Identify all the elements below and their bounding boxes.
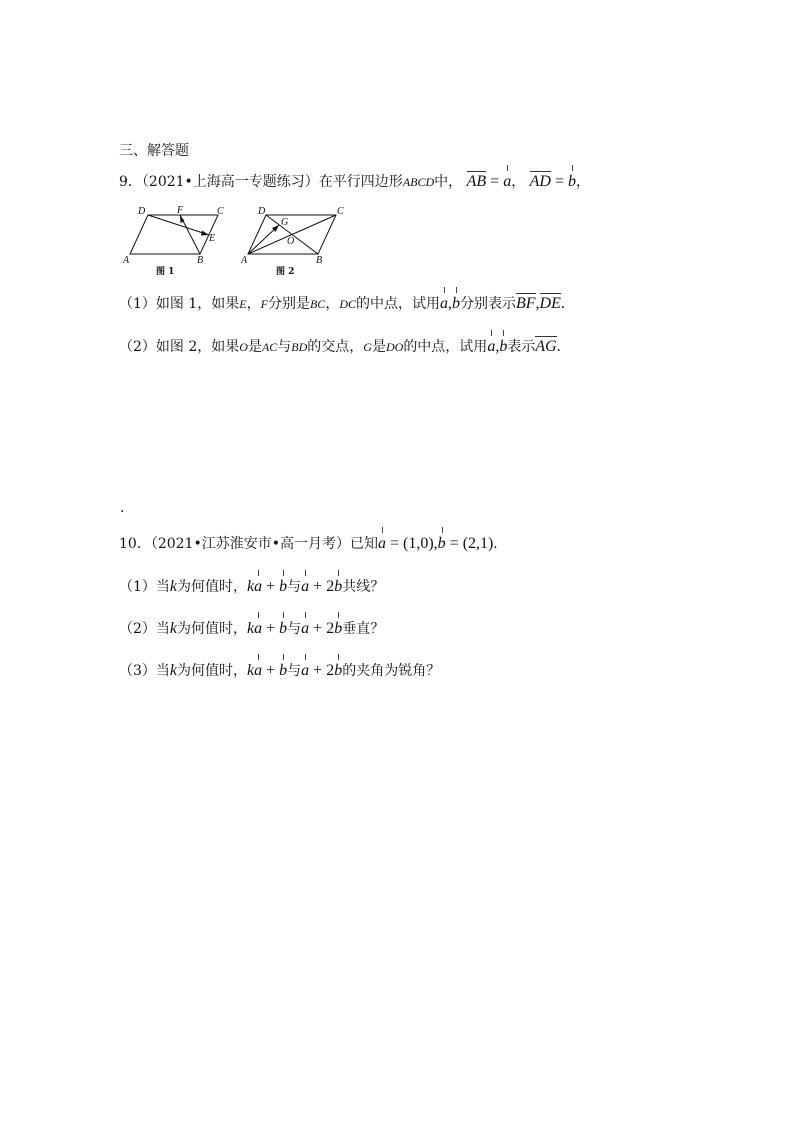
q9-part-2-text: 是 [247,339,262,355]
q10-part-text: 为何值时， [177,663,248,679]
fig1-caption: 图 1 [156,267,175,277]
vector-b: b [279,578,288,595]
q10-number: 10． [119,536,151,552]
q10-part-text: 当 [155,621,170,637]
variable-k: k [169,662,178,679]
vector-b: b [279,620,288,637]
q9-part-2-text: 如图 2，如果 [155,339,240,355]
q10-part-text: 当 [155,663,170,679]
vector-b: b [437,535,446,552]
q10-part-3 [119,661,440,681]
segment-bc: BC [309,297,326,311]
vector-a: a [377,535,386,552]
q9-part-1-text: ， [325,296,340,312]
q9-part-2-period: . [556,338,561,355]
q9-part-2-text: 与 [277,339,292,355]
q10-part-number: （1） [119,579,156,595]
vector-a: a [439,295,448,312]
vector-ad: AD [529,173,551,190]
fig2-label-c: C [337,206,344,217]
q9-stem: 9．（2021•上海高一专题练习）在平行四边形ABCD中， AB = a， AD = b， [119,173,590,190]
fig2-diagonal-bd [266,215,318,254]
q10-part-text: 的夹角为锐角？ [342,663,441,679]
q9-source: （2021•上海高一专题练习） [141,174,319,190]
plus-sign: + [262,620,280,637]
fig2-label-o: O [287,236,295,247]
fig1-label-c: C [217,206,224,217]
variable-k: k [169,620,178,637]
fig1-label-b: B [197,255,204,266]
vector-b: b [334,662,343,679]
fig1-arrow-e [201,231,209,236]
vector-a: a [487,338,496,355]
q10-part-text: 当 [155,579,170,595]
fig2-label-g: G [281,217,289,228]
q9-part-2-text: 是 [371,339,386,355]
point-f: F [260,297,268,311]
plus-two: + 2 [309,620,335,637]
variable-k: k [247,662,255,679]
fig1-label-f: F [177,205,184,216]
point-g: G [363,340,372,354]
vector-a: a [301,662,310,679]
q9-part-1-text: 分别是 [267,296,310,312]
q10-part-text: 与 [287,579,302,595]
q9-part-1-comma-2: , [535,295,540,312]
q10-part-text: 为何值时， [177,579,248,595]
vector-de: DE [539,295,561,312]
plus-two: + 2 [309,578,335,595]
fig1-label-d: D [138,206,146,217]
q10-value-b: = (2,1) [445,535,494,552]
vector-a: a [254,578,263,595]
vector-bf: BF [515,295,536,312]
fig1-label-a: A [123,255,130,266]
q9-part-1-text: 分别表示 [459,296,516,312]
q9-part-2 [119,337,561,357]
vector-ab: AB [466,173,487,190]
q9-sep-1: ， [511,174,526,190]
point-o: O [239,340,248,354]
vector-b: b [451,295,460,312]
q10-period: . [493,535,498,552]
q9-part-2-number: （2） [119,339,156,355]
vector-b: b [499,338,508,355]
q9-shape-name: ABCD [402,175,435,189]
q9-part-2-text: 的交点， [307,339,364,355]
q9-part-1-text: 如图 1，如果 [155,296,240,312]
q9-part-2-text: 表示 [507,339,536,355]
variable-k: k [247,620,255,637]
vector-a: a [301,620,310,637]
figure-2 [236,203,352,279]
fig1-label-e: E [209,233,216,244]
q10-part-text: 共线？ [342,579,385,595]
fig2-label-d: D [258,206,266,217]
q9-part-1-comma: , [447,295,452,312]
figure-1 [118,203,234,279]
vector-a: a [301,578,310,595]
variable-k: k [169,578,178,595]
vector-ag: AG [535,338,557,355]
q10-stem-text: 已知 [349,536,378,552]
q10-part-number: （2） [119,621,156,637]
q10-source: （2021•江苏淮安市•高一月考） [150,536,350,552]
q9-part-1 [119,294,565,314]
vector-a: a [254,620,263,637]
variable-k: k [247,578,255,595]
fig2-label-b: B [316,255,323,266]
q10-part-text: 为何值时， [177,621,248,637]
vector-b: b [279,662,288,679]
q9-part-1-text: 的中点，试用 [355,296,440,312]
vector-b: b [568,173,576,190]
q10-value-a: = (1,0), [385,535,438,552]
segment-ac: AC [261,340,278,354]
q9-part-2-text: 的中点，试用 [403,339,488,355]
q10-part-text: 垂直？ [342,621,385,637]
segment-bd: BD [291,340,308,354]
fig2-label-a: A [241,255,248,266]
segment-dc: DC [339,297,356,311]
plus-sign: + [262,662,280,679]
q10-stem [119,534,497,554]
q10-part-text: 与 [287,663,302,679]
vector-b: b [334,620,343,637]
q9-part-1-number: （1） [119,296,156,312]
q9-stem-text-2: 中， [434,174,463,190]
q10-part-2 [119,619,384,639]
segment-do: DO [385,340,404,354]
q9-part-1-period: . [560,295,565,312]
point-e: E [239,297,247,311]
stray-dot: . [120,500,125,516]
q9-stem-text: 在平行四边形 [318,174,403,190]
q9-sep-2: ， [576,174,590,190]
vector-a: a [254,662,263,679]
q9-number: 9． [119,174,142,190]
section-heading: 三、解答题 [119,143,189,159]
q10-part-1 [119,577,384,597]
plus-sign: + [262,578,280,595]
q9-part-1-text: ， [246,296,261,312]
q10-part-number: （3） [119,663,156,679]
q10-part-text: 与 [287,621,302,637]
fig1-segment-de [148,215,209,235]
q9-part-2-comma: , [495,338,500,355]
vector-b: b [334,578,343,595]
fig2-caption: 图 2 [276,267,295,277]
vector-a: a [503,173,512,190]
plus-two: + 2 [309,662,335,679]
